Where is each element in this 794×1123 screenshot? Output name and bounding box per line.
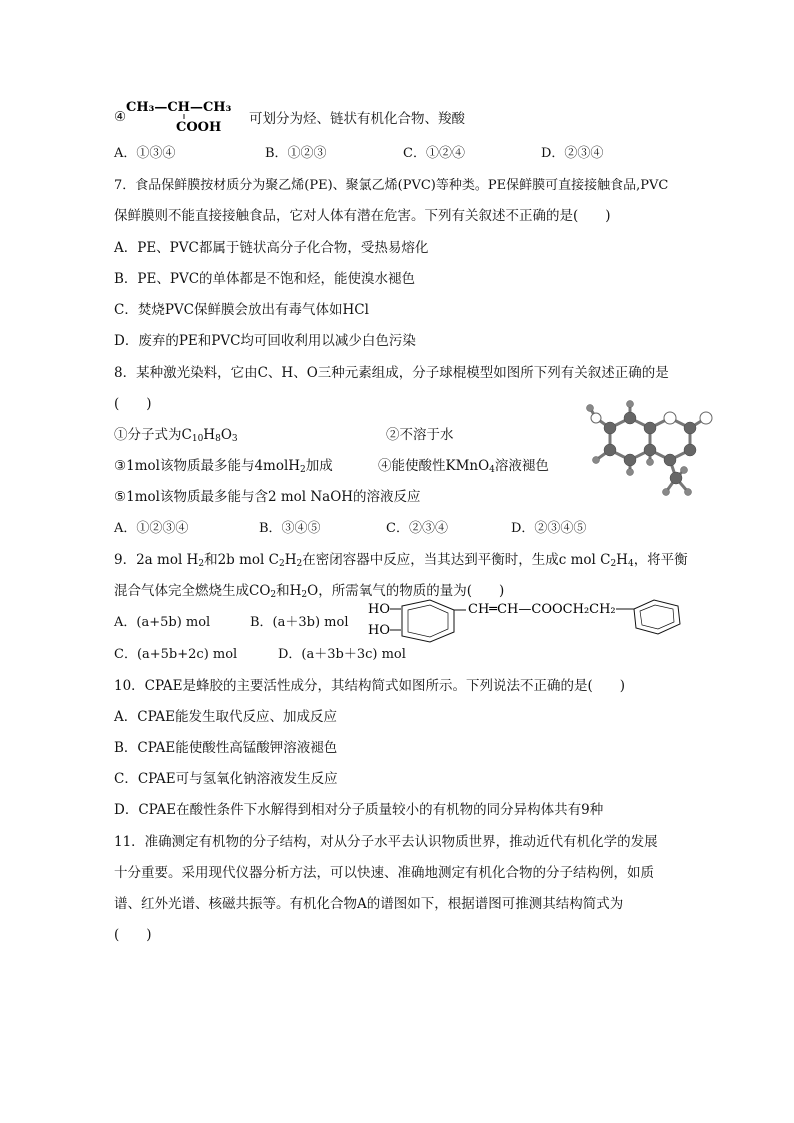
q11-stem-line3: 谱、红外光谱、核磁共振等。有机化合物A的谱图如下，根据谱图可推测其结构简式为 (114, 896, 624, 912)
q6-option-b: B．①②③ (265, 146, 327, 161)
q11-stem-line4: ( ) (114, 927, 152, 943)
q10-option-d: D．CPAE在酸性条件下水解得到相对分子质量较小的有机物的同分异构体共有9种 (114, 802, 604, 818)
cpae-chain: CH═CH—COOCH₂CH₂ (468, 602, 616, 617)
q6-item4 (114, 108, 126, 126)
q9-stem-line2: 混合气体完全燃烧生成$CO_2$和$H_2O$，所需氧气的物质的量为( ) (114, 583, 505, 600)
cpae-ho-top: HO (368, 602, 390, 617)
q6-formula-top: CH₃—CH—CH₃ (126, 100, 232, 115)
q6-option-d: D．②③④ (541, 146, 604, 161)
q7-stem-line1: 7．食品保鲜膜按材质分为聚乙烯(PE)、聚氯乙烯(PVC)等种类。PE保鲜膜可直接接触食品,PVC (114, 178, 669, 193)
q10-option-b: B．CPAE能使酸性高锰酸钾溶液褪色 (114, 740, 338, 756)
q8-option-d: D．②③④⑤ (511, 521, 587, 536)
q9-stem-line1: 9．2a mol $H_2$和2b mol $C_2H_2$在密闭容器中反应，当其达到平衡时，生成c mol $C_2H_4$，将平衡 (114, 552, 688, 569)
q8-option-a: A．①②③④ (114, 521, 189, 536)
q9-option-d: D．(a＋3b＋3c) mol (278, 647, 406, 662)
q9-option-c: C．(a+5b+2c) mol (114, 647, 238, 662)
q7-option-a: A．PE、PVC都属于链状高分子化合物，受热易熔化 (114, 240, 429, 256)
q7-stem-line2: 保鲜膜则不能直接接触食品，它对人体有潜在危害。下列有关叙述不正确的是( ) (114, 208, 611, 224)
q6-item4-text: 可划分为烃、链状有机化合物、羧酸 (249, 111, 465, 127)
q8-item5: ⑤1mol该物质最多能与含2 mol NaOH的溶液反应 (114, 489, 421, 505)
q6-option-c: C．①②④ (403, 146, 465, 161)
q7-option-d: D．废弃的PE和PVC均可回收利用以减少白色污染 (114, 333, 416, 349)
q8-item4: ④能使酸性KMnO$_4$溶液褪色 (378, 458, 549, 475)
q6-formula-bottom: COOH (176, 120, 222, 133)
q6-item4-prefix: ④ (114, 109, 127, 125)
q9-option-a: A．(a+5b) mol (114, 615, 211, 630)
q8-stem-line2: ( ) (114, 396, 152, 412)
q10-stem: 10．CPAE是蜂胶的主要活性成分，其结构简式如图所示。下列说法不正确的是( ) (114, 678, 625, 694)
q11-stem-line1: 11．准确测定有机物的分子结构，对从分子水平去认识物质世界，推动近代有机化学的发展 (114, 834, 658, 850)
q11-stem-line2: 十分重要。采用现代仪器分析方法，可以快速、准确地测定有机化合物的分子结构例，如质 (114, 865, 654, 881)
q8-item1: ①分子式为$C_{10}H_8O_3$ (114, 427, 238, 444)
q8-ball-stick-model (584, 398, 724, 503)
q10-option-c: C．CPAE可与氢氧化钠溶液发生反应 (114, 771, 338, 787)
q8-item2: ②不溶于水 (386, 427, 454, 443)
q7-option-b: B．PE、PVC的单体都是不饱和烃，能使溴水褪色 (114, 271, 416, 287)
q7-option-c: C．焚烧PVC保鲜膜会放出有毒气体如HCl (114, 302, 369, 318)
q8-item3: ③1mol该物质最多能与4molH$_2$加成 (114, 458, 333, 475)
q8-option-b: B．③④⑤ (259, 521, 321, 536)
cpae-structure (362, 598, 692, 644)
q8-stem-line1: 8．某种激光染料，它由C、H、O三种元素组成，分子球棍模型如图所下列有关叙述正确的是 (114, 365, 669, 381)
q6-structural-formula (126, 97, 256, 133)
q8-option-c: C．②③④ (386, 521, 448, 536)
q9-option-b: B．(a＋3b) mol (250, 615, 349, 630)
cpae-ho-bottom: HO (368, 623, 390, 638)
q10-option-a: A．CPAE能发生取代反应、加成反应 (114, 709, 338, 725)
q6-option-a: A．①③④ (114, 146, 176, 161)
